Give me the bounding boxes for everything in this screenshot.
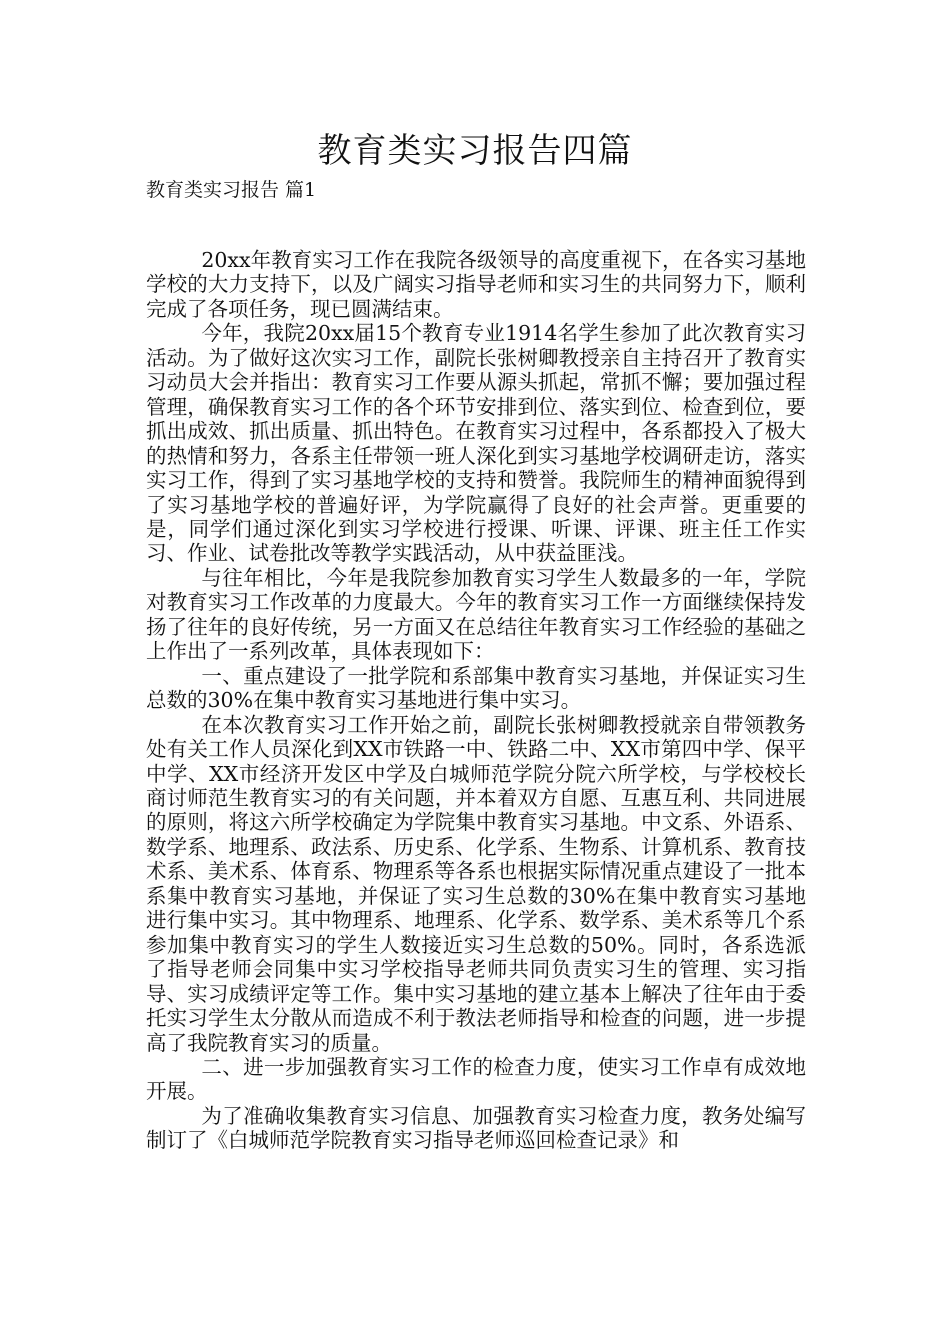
body-paragraph: 今年，我院20xx届15个教育专业1914名学生参加了此次教育实习活动。为了做好这次实习工作，副院长张树卿教授亲自主持召开了教育实习动员大会并指出：教育实习工作要从源头抓起，常抓不懈；要加强过程管理，确保教育实习工作的各个环节安排到位、落实到位、检查到位，要抓出成效、抓出质量、抓出特色。在教育实习过程中，各系都投入了极大的热情和努力，各系主任带领一班人深化到实习基地学校调研走访，落实实习工作，得到了实习基地学校的支持和赞誉。我院师生的精神面貌得到了实习基地学校的普遍好评，为学院赢得了良好的社会声誉。更重要的是，同学们通过深化到实习学校进行授课、听课、评课、班主任工作实习、作业、试卷批改等教学实践活动，从中获益匪浅。	[146, 321, 806, 566]
body-paragraph: 二、进一步加强教育实习工作的检查力度，使实习工作卓有成效地开展。	[146, 1054, 806, 1104]
body-paragraph: 与往年相比，今年是我院参加教育实习学生人数最多的一年，学院对教育实习工作改革的力度最大。今年的教育实习工作一方面继续保持发扬了往年的良好传统，另一方面又在总结往年教育实习工作经验的基础之上作出了一系列改革，具体表现如下：	[146, 565, 806, 664]
document-title: 教育类实习报告四篇	[317, 131, 633, 171]
section-heading: 教育类实习报告 篇1	[146, 179, 317, 201]
body-paragraph: 在本次教育实习工作开始之前，副院长张树卿教授就亲自带领教务处有关工作人员深化到XX市铁路一中、铁路二中、XX市第四中学、保平中学、XX市经济开发区中学及白城师范学院分院六所学校，与学校校长商讨师范生教育实习的有关问题，并本着双方自愿、互惠互利、共同进展的原则，将这六所学校确定为学院集中教育实习基地。中文系、外语系、数学系、地理系、政法系、历史系、化学系、生物系、计算机系、教育技术系、美术系、体育系、物理系等各系也根据实际情况重点建设了一批本系集中教育实习基地，并保证了实习生总数的30%在集中教育实习基地进行集中实习。其中物理系、地理系、化学系、数学系、美术系等几个系参加集中教育实习的学生人数接近实习生总数的50%。同时，各系选派了指导老师会同集中实习学校指导老师共同负责实习生的管理、实习指导、实习成绩评定等工作。集中实习基地的建立基本上解决了往年由于委托实习学生太分散从而造成不利于教法老师指导和检查的问题，进一步提高了我院教育实习的质量。	[146, 712, 806, 1055]
body-paragraph: 为了准确收集教育实习信息、加强教育实习检查力度，教务处编写制订了《白城师范学院教育实习指导老师巡回检查记录》和	[146, 1103, 806, 1153]
body-paragraph: 20xx年教育实习工作在我院各级领导的高度重视下，在各实习基地学校的大力支持下，以及广阔实习指导老师和实习生的共同努力下，顺利完成了各项任务，现已圆满结束。	[146, 248, 806, 321]
body-paragraph: 一、重点建设了一批学院和系部集中教育实习基地，并保证实习生总数的30%在集中教育实习基地进行集中实习。	[146, 663, 806, 713]
document-body	[146, 248, 806, 1153]
